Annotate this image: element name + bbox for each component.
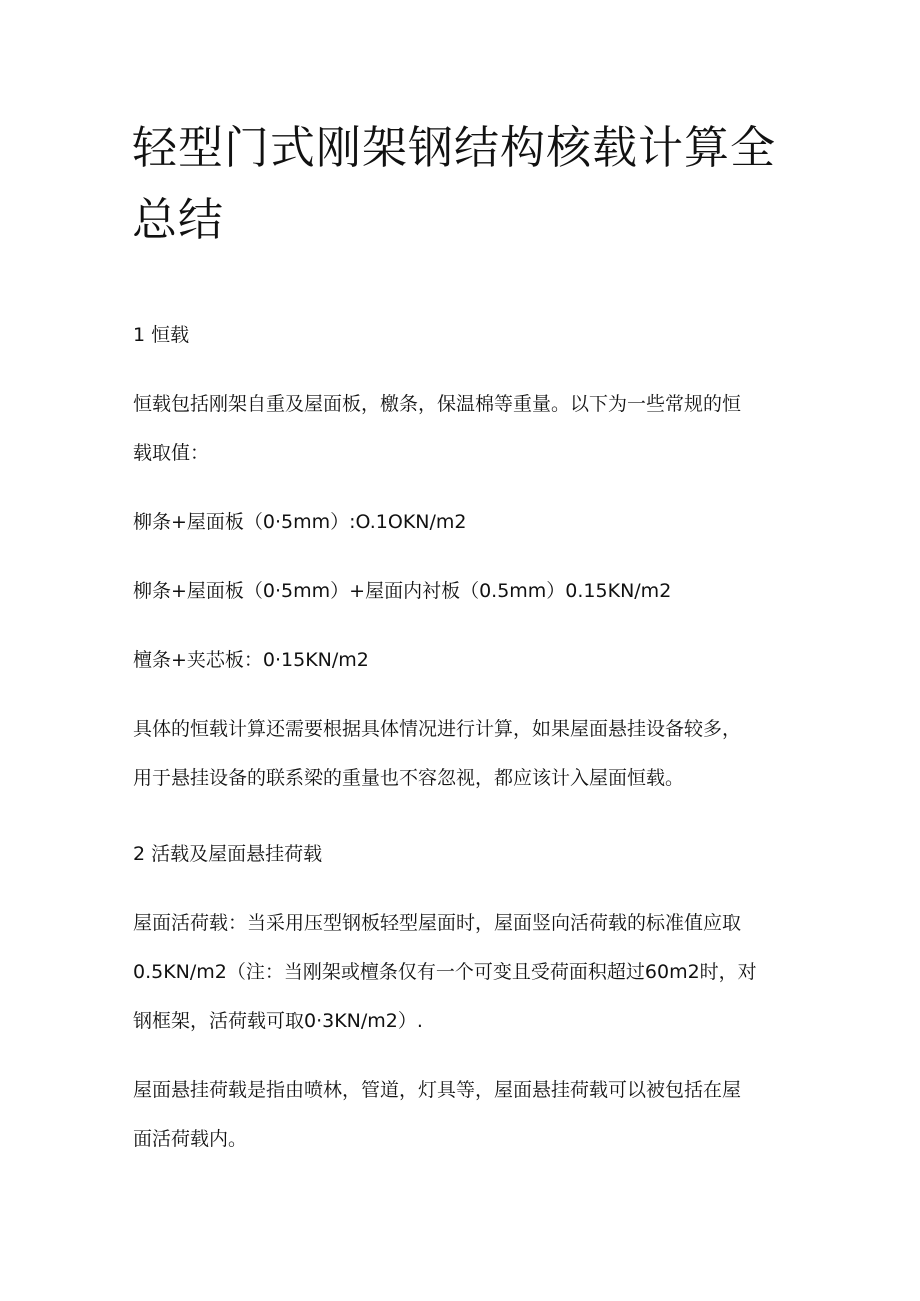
paragraph-line: 具体的恒载计算还需要根据具体情况进行计算，如果屋面悬挂设备较多， (133, 718, 742, 740)
paragraph-line: 恒载包括刚架自重及屋面板，檄条，保温棉等重量。以下为一些常规的恒 (133, 393, 742, 415)
document-title: 轻型门式刚架钢结构核载计算全总结 (132, 121, 777, 246)
paragraph-line: 屋面悬挂荷载是指由喷林，管道，灯具等，屋面悬挂荷载可以被包括在屋 (133, 1079, 742, 1101)
paragraph-line: 载取值： (133, 442, 210, 464)
load-value-line: 柳条+屋面板（0·5mm）:O.1OKN/m2 (133, 511, 467, 533)
paragraph-line: 屋面活荷载：当采用压型钢板轻型屋面时，屋面竖向活荷载的标准值应取 (133, 912, 742, 934)
paragraph-line: 0.5KN/m2（注：当刚架或檀条仅有一个可变且受荷面积超过60m2时，对 (133, 961, 757, 983)
paragraph-line: 面活荷载内。 (133, 1128, 248, 1150)
section-heading-dead-load: 1 恒载 (133, 324, 190, 346)
section-heading-live-load: 2 活载及屋面悬挂荷载 (133, 843, 323, 865)
load-value-line: 檀条+夹芯板：0·15KN/m2 (133, 649, 369, 671)
paragraph-line: 用于悬挂设备的联系梁的重量也不容忽视，都应该计入屋面恒载。 (133, 767, 685, 789)
paragraph-line: 钢框架，活荷载可取0·3KN/m2）. (133, 1010, 423, 1032)
load-value-line: 柳条+屋面板（0·5mm）+屋面内衬板（0.5mm）0.15KN/m2 (133, 580, 672, 602)
